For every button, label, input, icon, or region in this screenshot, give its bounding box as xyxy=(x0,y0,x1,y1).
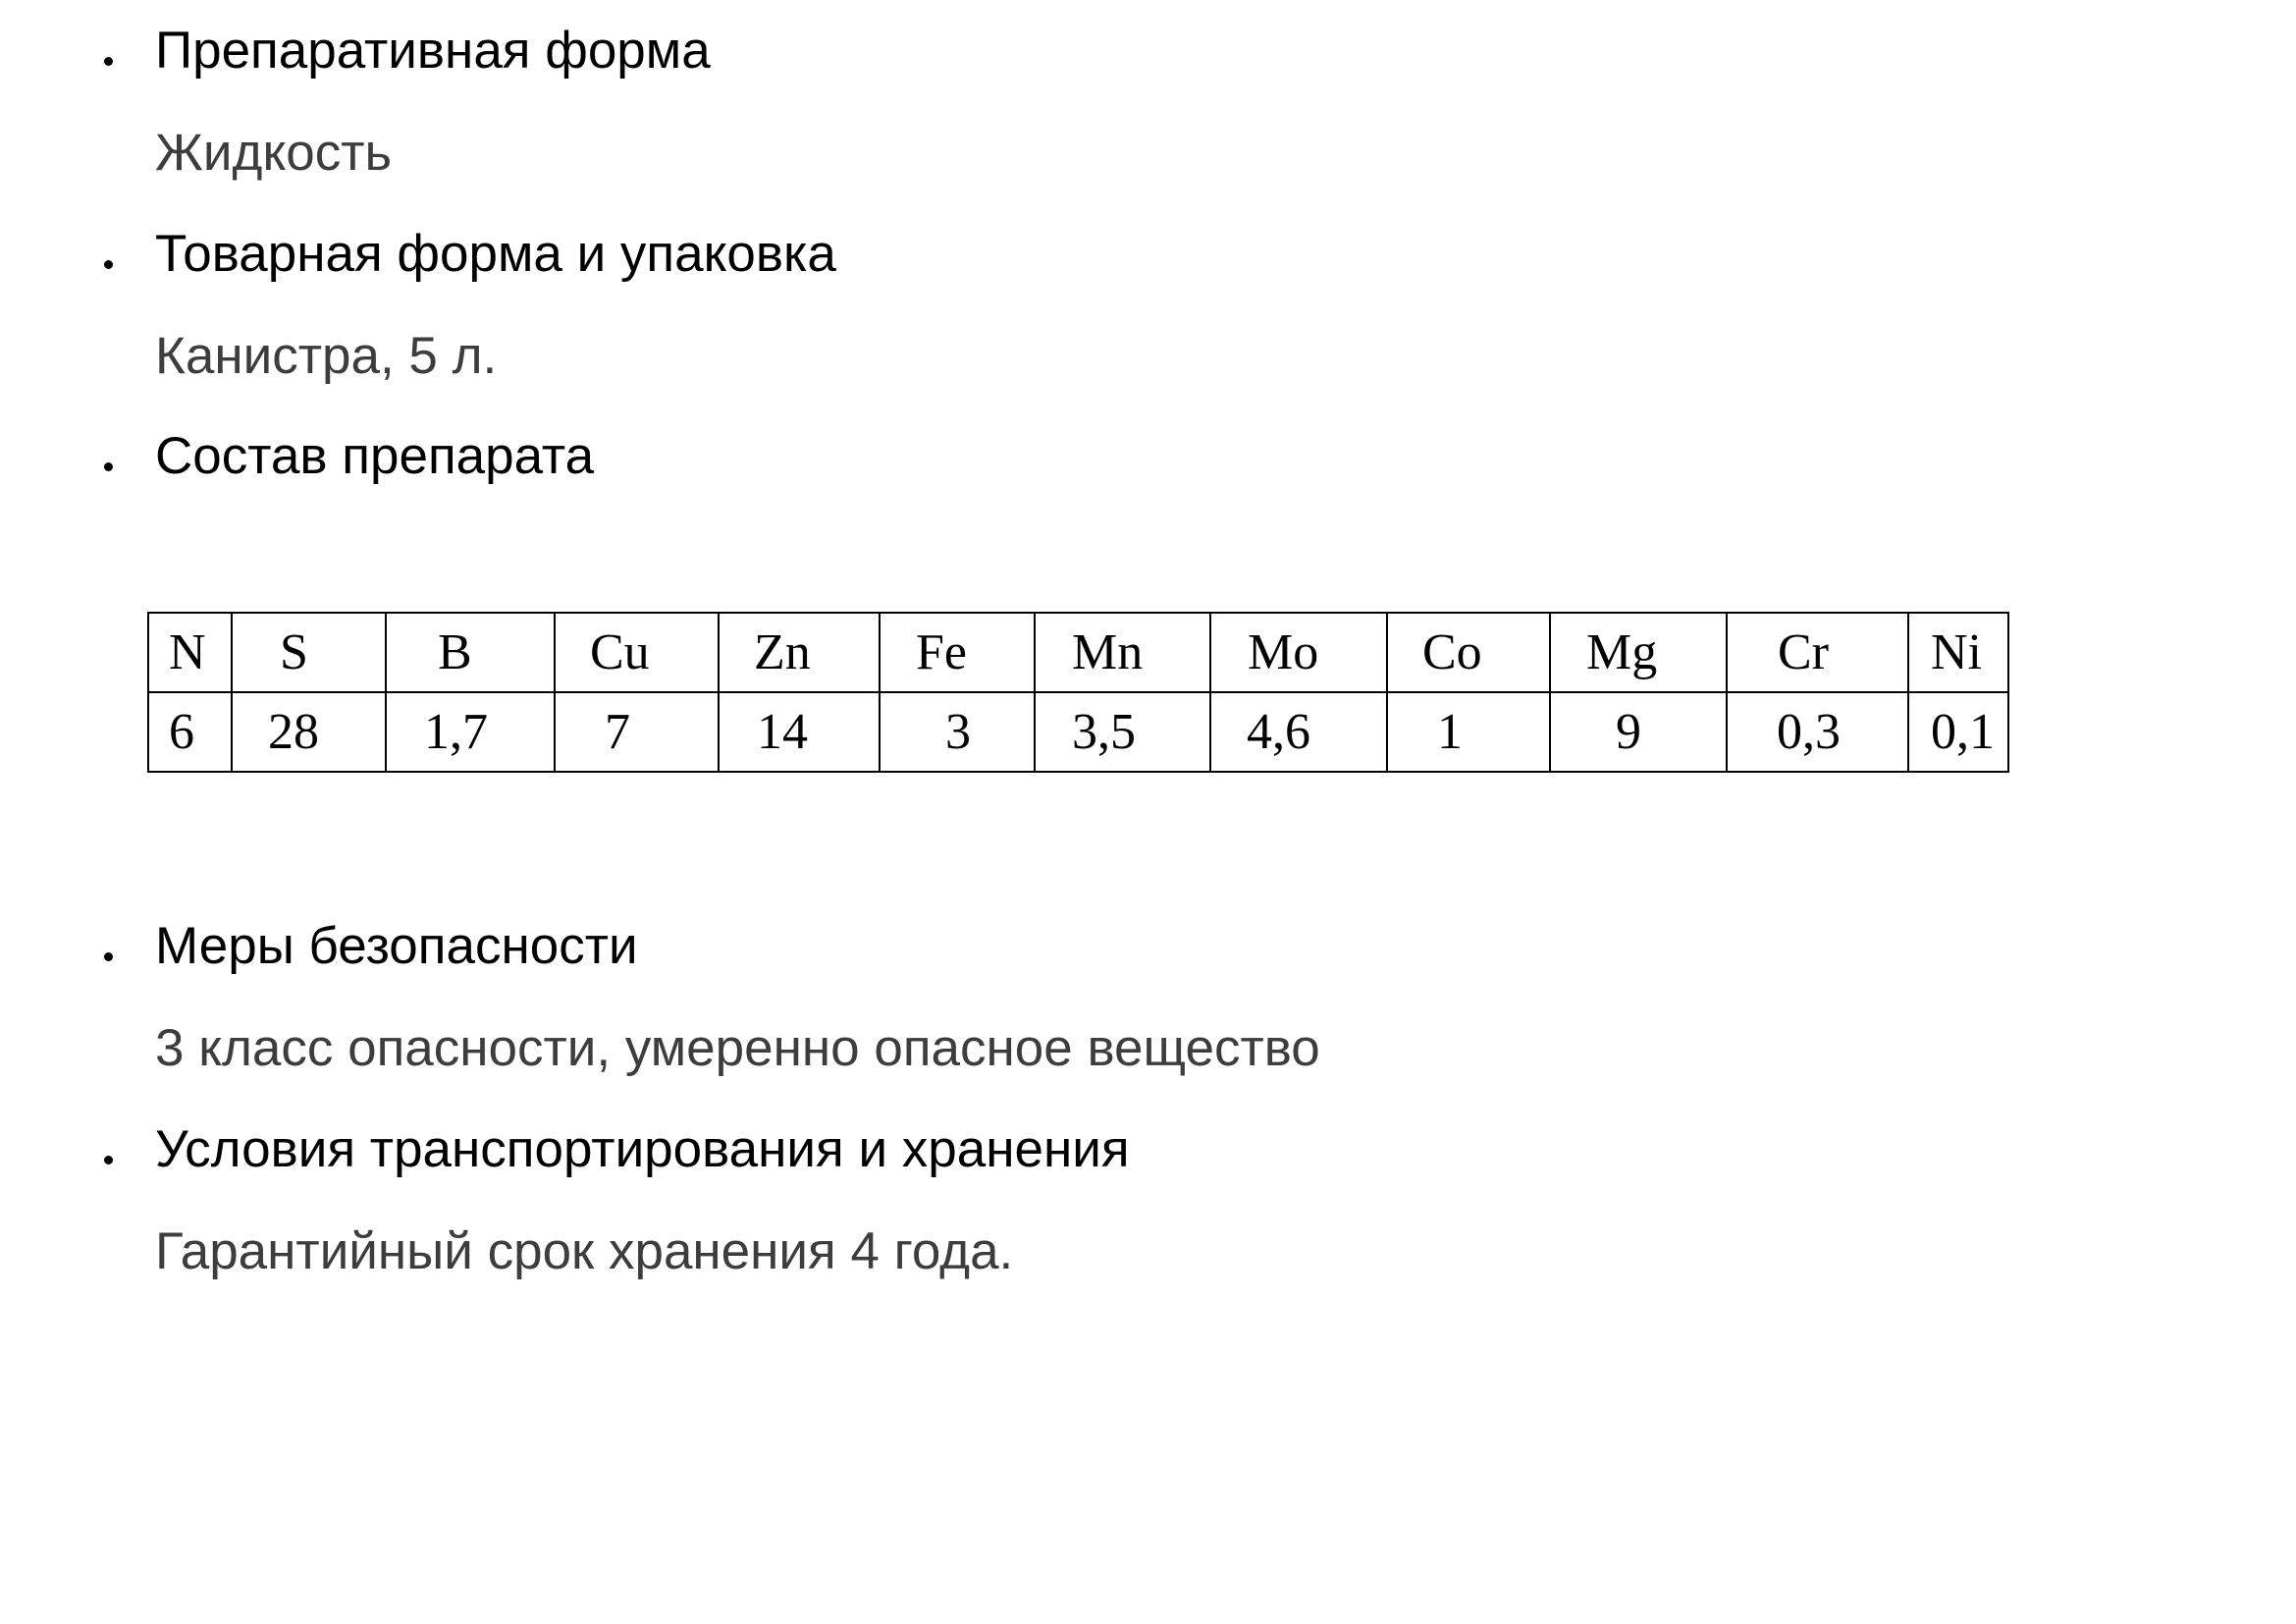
element-symbol: Mo xyxy=(1248,624,1319,680)
element-value: 1 xyxy=(1437,704,1463,760)
element-value: 9 xyxy=(1616,704,1641,760)
section-value-storage: Гарантийный срок хранения 4 года. xyxy=(155,1222,1014,1280)
element-symbol: Co xyxy=(1422,624,1482,680)
element-value: 0,3 xyxy=(1777,704,1841,760)
table-row-values xyxy=(148,692,2008,772)
table-cell xyxy=(1727,613,1908,692)
list-bullet xyxy=(104,1156,113,1164)
table-cell xyxy=(1727,692,1908,772)
element-value: 1,7 xyxy=(424,704,488,760)
list-bullet xyxy=(104,260,113,269)
element-symbol: Zn xyxy=(754,624,811,680)
table-cell xyxy=(1035,613,1210,692)
list-bullet xyxy=(104,952,113,961)
table-cell xyxy=(232,692,386,772)
element-value: 3 xyxy=(945,704,971,760)
element-value: 14 xyxy=(757,704,808,760)
table-cell xyxy=(719,613,880,692)
element-symbol: N xyxy=(169,624,206,680)
table-cell xyxy=(386,613,555,692)
table-cell xyxy=(1387,613,1550,692)
section-heading-formulation: Препаративная форма xyxy=(155,22,711,80)
element-value: 0,1 xyxy=(1931,704,1995,760)
element-value: 4,6 xyxy=(1247,704,1310,760)
table-cell xyxy=(880,613,1035,692)
section-value-formulation: Жидкость xyxy=(155,124,393,182)
table-cell xyxy=(1908,692,2008,772)
table-cell xyxy=(1210,613,1387,692)
composition-table xyxy=(147,612,2009,773)
element-value: 6 xyxy=(169,704,194,760)
table-cell xyxy=(232,613,386,692)
section-value-safety: 3 класс опасности, умеренно опасное вещество xyxy=(155,1019,1320,1077)
table-cell xyxy=(1035,692,1210,772)
element-value: 3,5 xyxy=(1072,704,1136,760)
table-cell xyxy=(1550,613,1727,692)
element-symbol: Fe xyxy=(916,624,967,680)
section-heading-safety: Меры безопасности xyxy=(155,917,638,975)
element-symbol: Mg xyxy=(1586,624,1658,680)
table-row-elements xyxy=(148,613,2008,692)
element-symbol: Mn xyxy=(1072,624,1144,680)
table-cell xyxy=(555,692,719,772)
table-cell xyxy=(880,692,1035,772)
table-cell xyxy=(719,692,880,772)
table-cell xyxy=(148,692,232,772)
section-heading-composition: Состав препарата xyxy=(155,427,595,485)
table-cell xyxy=(148,613,232,692)
element-symbol: Cu xyxy=(590,624,650,680)
element-symbol: Cr xyxy=(1778,624,1829,680)
list-bullet xyxy=(104,462,113,471)
element-symbol: Ni xyxy=(1931,624,1982,680)
element-symbol: S xyxy=(280,624,308,680)
table-cell xyxy=(1908,613,2008,692)
table-cell xyxy=(1210,692,1387,772)
element-value: 7 xyxy=(605,704,630,760)
section-value-packaging: Канистра, 5 л. xyxy=(155,327,498,385)
element-value: 28 xyxy=(268,704,319,760)
table-cell xyxy=(555,613,719,692)
list-bullet xyxy=(104,57,113,66)
table-cell xyxy=(1387,692,1550,772)
section-heading-packaging: Товарная форма и упаковка xyxy=(155,225,836,283)
element-symbol: B xyxy=(438,624,472,680)
section-heading-storage: Условия транспортирования и хранения xyxy=(155,1120,1130,1178)
table-cell xyxy=(1550,692,1727,772)
table-cell xyxy=(386,692,555,772)
